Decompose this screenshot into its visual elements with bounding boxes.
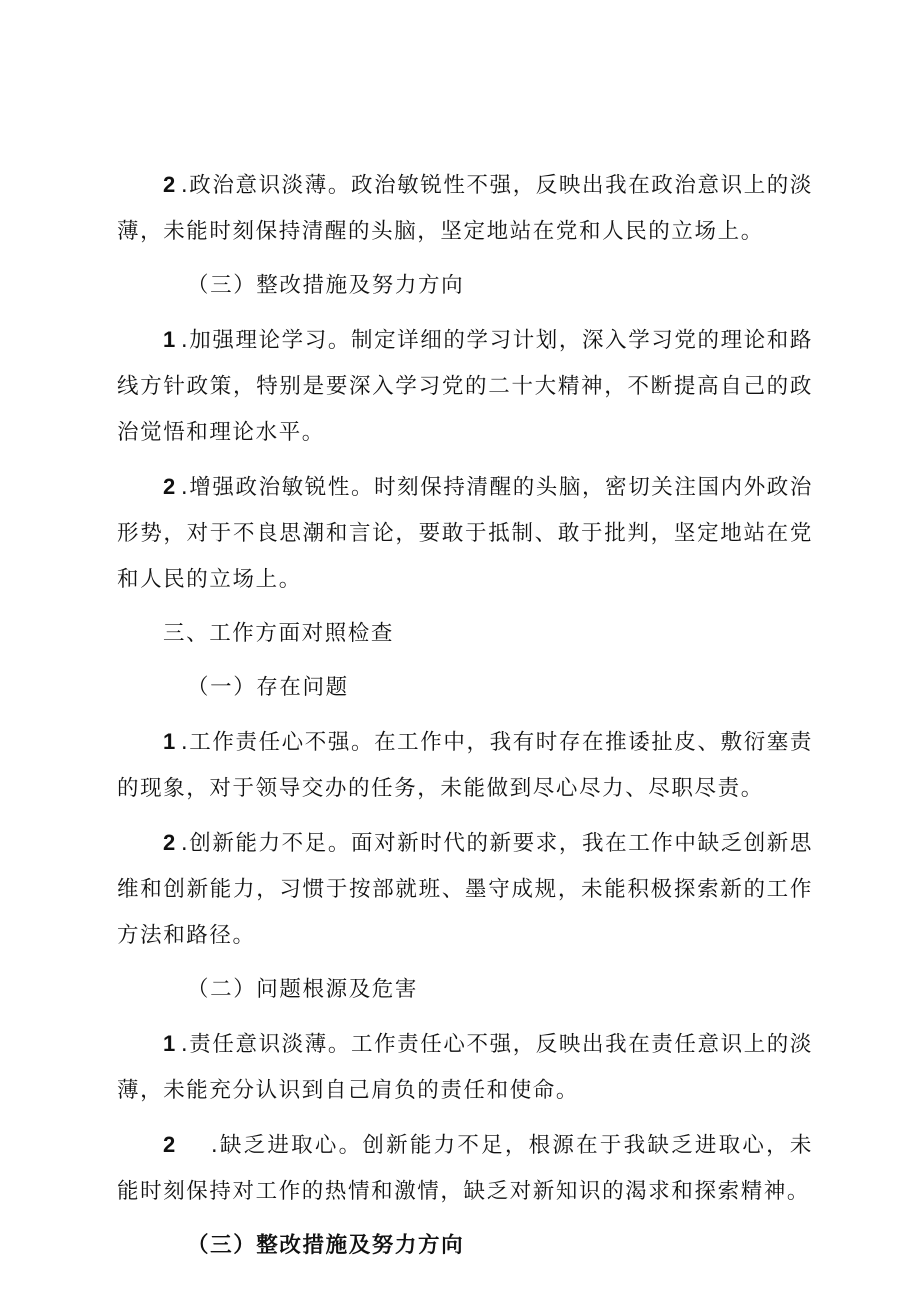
- paragraph-text: .创新能力不足。面对新时代的新要求，我在工作中缺乏创新思维和创新能力，习惯于按部就班、墨守成规，未能积极探索新的工作方法和路径。: [117, 831, 813, 948]
- item-number: 2: [163, 1132, 177, 1157]
- paragraph-text: .政治意识淡薄。政治敏锐性不强，反映出我在政治意识上的淡薄，未能时刻保持清醒的头脑，坚定地站在党和人民的立场上。: [117, 173, 813, 244]
- list-item: [117, 162, 813, 255]
- paragraph-text: .增强政治敏锐性。时刻保持清醒的头脑，密切关注国内外政治形势，对于不良思潮和言论，要敢于抵制、敢于批判，坚定地站在党和人民的立场上。: [117, 475, 813, 592]
- item-number: 1: [163, 1031, 177, 1056]
- list-item: [117, 1122, 813, 1215]
- paragraph-text: .缺乏进取心。创新能力不足，根源在于我缺乏进取心，未能时刻保持对工作的热情和激情，缺乏对新知识的渴求和探索精神。: [117, 1133, 813, 1204]
- paragraph-text: .工作责任心不强。在工作中，我有时存在推诿扯皮、敷衍塞责的现象，对于领导交办的任务，未能做到尽心尽力、尽职尽责。: [117, 730, 813, 801]
- list-item: [117, 719, 813, 812]
- list-item: [117, 1021, 813, 1114]
- list-item: [117, 820, 813, 959]
- paragraph-text: .加强理论学习。制定详细的学习计划，深入学习党的理论和路线方针政策，特别是要深入学习党的二十大精神，不断提高自己的政治觉悟和理论水平。: [117, 328, 813, 445]
- item-number: 2: [163, 172, 177, 197]
- document-body: [117, 162, 813, 1269]
- list-item: [117, 464, 813, 603]
- paragraph-text: .责任意识淡薄。工作责任心不强，反映出我在责任意识上的淡薄，未能充分认识到自己肩负的责任和使命。: [117, 1032, 813, 1103]
- item-number: 1: [163, 729, 177, 754]
- section-heading: （三）整改措施及努力方向: [187, 273, 465, 298]
- item-number: 2: [163, 474, 177, 499]
- list-item: [117, 317, 813, 456]
- section-heading: （二）问题根源及危害: [187, 977, 419, 1002]
- section-heading: （三）整改措施及努力方向: [187, 1233, 465, 1258]
- item-number: 2: [163, 830, 177, 855]
- item-number: 1: [163, 327, 177, 352]
- section-heading: 三、工作方面对照检查: [163, 621, 395, 646]
- section-heading: （一）存在问题: [187, 675, 349, 700]
